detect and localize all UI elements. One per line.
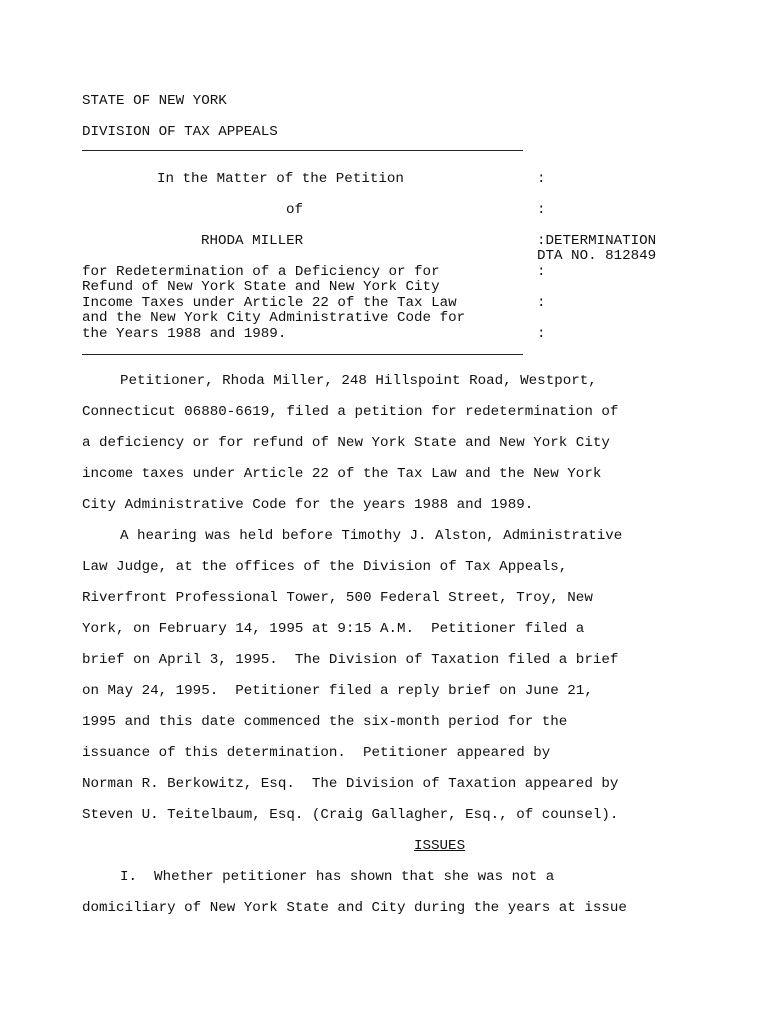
body-line: a deficiency or for refund of New York State and New York City (82, 435, 610, 451)
caption-colon: : (537, 171, 546, 187)
caption-colon: : (537, 326, 546, 342)
body-line: I. Whether petitioner has shown that she was not a (120, 869, 555, 885)
body-line: York, on February 14, 1995 at 9:15 A.M. Petitioner filed a (82, 621, 585, 637)
caption-colon: : (537, 264, 546, 280)
caption-top-rule (82, 150, 523, 151)
body-line: Norman R. Berkowitz, Esq. The Division of Taxation appeared by (82, 776, 619, 792)
determination-label: :DETERMINATION (537, 233, 657, 249)
issues-heading: ISSUES (414, 838, 466, 854)
division-heading: DIVISION OF TAX APPEALS (82, 124, 278, 140)
body-line: A hearing was held before Timothy J. Alston, Administrative (120, 528, 623, 544)
body-line: brief on April 3, 1995. The Division of Taxation filed a brief (82, 652, 619, 668)
body-line: on May 24, 1995. Petitioner filed a reply brief on June 21, (82, 683, 593, 699)
caption-colon: : (537, 295, 546, 311)
state-heading: STATE OF NEW YORK (82, 93, 227, 109)
body-line: Steven U. Teitelbaum, Esq. (Craig Gallagher, Esq., of counsel). (82, 807, 619, 823)
caption-description-line: for Redetermination of a Deficiency or for (82, 264, 440, 280)
body-line: Riverfront Professional Tower, 500 Federal Street, Troy, New (82, 590, 593, 606)
body-line: domiciliary of New York State and City during the years at issue (82, 900, 627, 916)
caption-description-line: Income Taxes under Article 22 of the Tax Law (82, 295, 457, 311)
dta-number: DTA NO. 812849 (537, 248, 657, 264)
body-line: Law Judge, at the offices of the Division of Tax Appeals, (82, 559, 568, 575)
caption-description-line: the Years 1988 and 1989. (82, 326, 287, 342)
caption-of: of (286, 202, 304, 218)
caption-colon: : (537, 202, 546, 218)
petitioner-name: RHODA MILLER (201, 233, 304, 249)
body-line: issuance of this determination. Petitioner appeared by (82, 745, 551, 761)
body-line: Petitioner, Rhoda Miller, 248 Hillspoint Road, Westport, (120, 373, 597, 389)
caption-matter: In the Matter of the Petition (157, 171, 404, 187)
body-line: income taxes under Article 22 of the Tax Law and the New York (82, 466, 602, 482)
body-line: 1995 and this date commenced the six-month period for the (82, 714, 568, 730)
caption-description-line: and the New York City Administrative Code for (82, 310, 466, 326)
body-line: Connecticut 06880-6619, filed a petition for redetermination of (82, 404, 619, 420)
body-line: City Administrative Code for the years 1988 and 1989. (82, 497, 534, 513)
caption-description-line: Refund of New York State and New York City (82, 279, 440, 295)
caption-bottom-rule (82, 354, 523, 355)
